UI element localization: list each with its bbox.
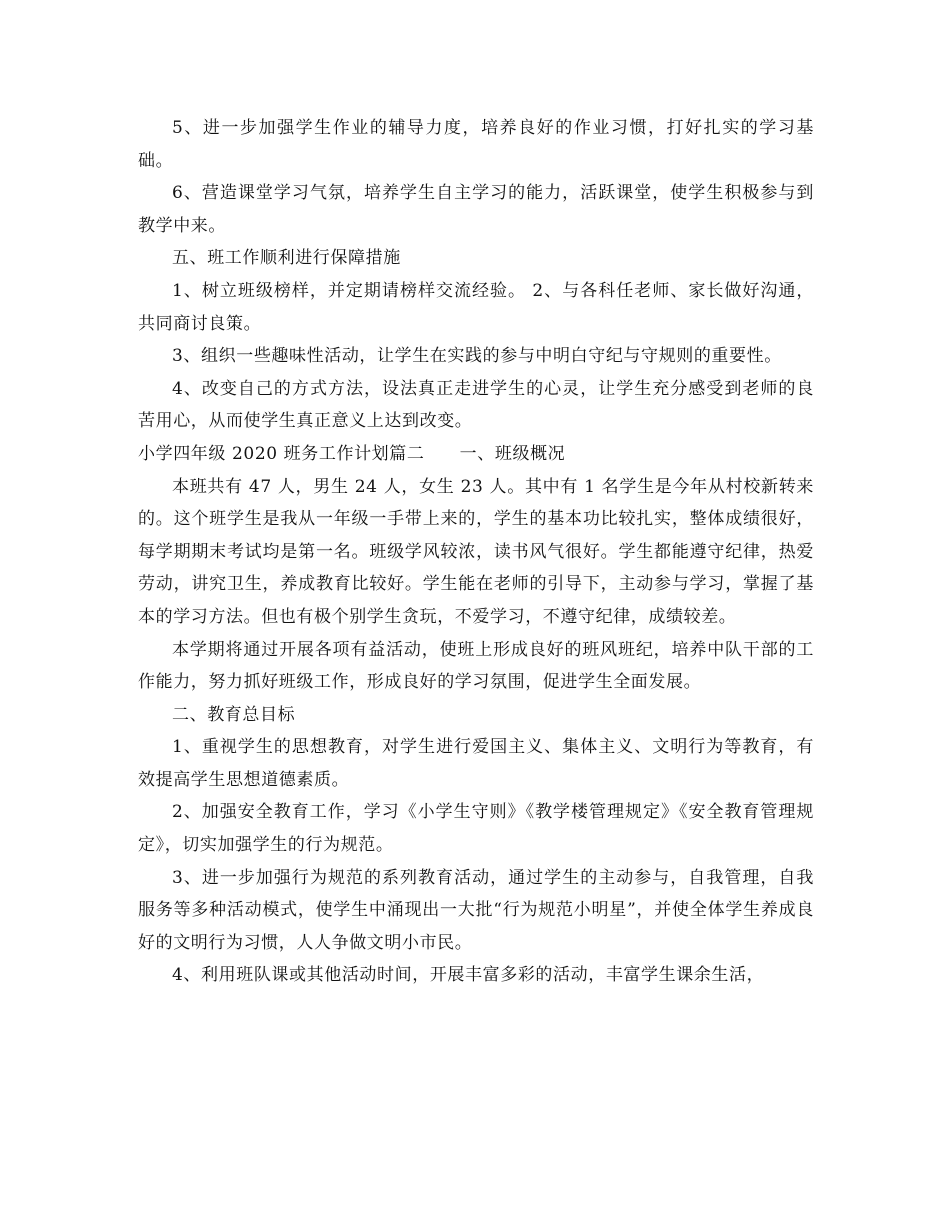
paragraph-role-models: 1、树立班级榜样，并定期请榜样交流经验。 2、与各科任老师、家长做好沟通，共同商讨良策。 bbox=[138, 280, 814, 334]
paragraph-class-activities: 4、利用班队课或其他活动时间，开展丰富多彩的活动，丰富学生课余生活， bbox=[172, 965, 765, 986]
paragraph-class-overview: 本班共有 47 人，男生 24 人，女生 23 人。其中有 1 名学生是今年从村校新转来的。这个班学生是我从一年级一手带上来的，学生的基本功比较扎实，整体成绩很好，每学期期末考试均是第一名。班级学风较浓，读书风气很好。学生都能遵守纪律，热爱劳动，讲究卫生，养成教育比较好。学生能在老师的引导下，主动参与学习，掌握了基本的学习方法。但也有极个别学生贪玩，不爱学习，不遵守纪律，成绩较差。 bbox=[138, 476, 814, 627]
paragraph-safety-education: 2、加强安全教育工作，学习《小学生守则》《教学楼管理规定》《安全教育管理规定》，切实加强学生的行为规范。 bbox=[138, 802, 814, 856]
section-title-plan-two: 小学四年级 2020 班务工作计划篇二 一、班级概况 bbox=[138, 443, 566, 464]
section-heading-education-goals: 二、教育总目标 bbox=[172, 704, 296, 725]
section-heading-guarantee: 五、班工作顺利进行保障措施 bbox=[172, 248, 401, 269]
paragraph-ideological-education: 1、重视学生的思想教育，对学生进行爱国主义、集体主义、文明行为等教育，有效提高学生思想道德素质。 bbox=[138, 737, 814, 790]
paragraph-semester-goal: 本学期将通过开展各项有益活动，使班上形成良好的班风班纪，培养中队干部的工作能力，努力抓好班级工作，形成良好的学习氛围，促进学生全面发展。 bbox=[138, 639, 814, 693]
paragraph-behavior-norms: 3、进一步加强行为规范的系列教育活动，通过学生的主动参与，自我管理，自我服务等多种活动模式，使学生中涌现出一大批“行为规范小明星”，并使全体学生养成良好的文明行为习惯，人人争做文明小市民。 bbox=[138, 867, 814, 953]
paragraph-change-methods: 4、改变自己的方式方法，设法真正走进学生的心灵，让学生充分感受到老师的良苦用心，从而使学生真正意义上达到改变。 bbox=[138, 378, 814, 432]
paragraph-activities: 3、组织一些趣味性活动，让学生在实践的参与中明白守纪与守规则的重要性。 bbox=[172, 346, 782, 367]
paragraph-classroom-atmosphere: 6、营造课堂学习气氛，培养学生自主学习的能力，活跃课堂，使学生积极参与到教学中来。 bbox=[138, 183, 814, 236]
paragraph-homework: 5、进一步加强学生作业的辅导力度，培养良好的作业习惯，打好扎实的学习基础。 bbox=[138, 118, 814, 171]
document-page bbox=[138, 112, 814, 992]
